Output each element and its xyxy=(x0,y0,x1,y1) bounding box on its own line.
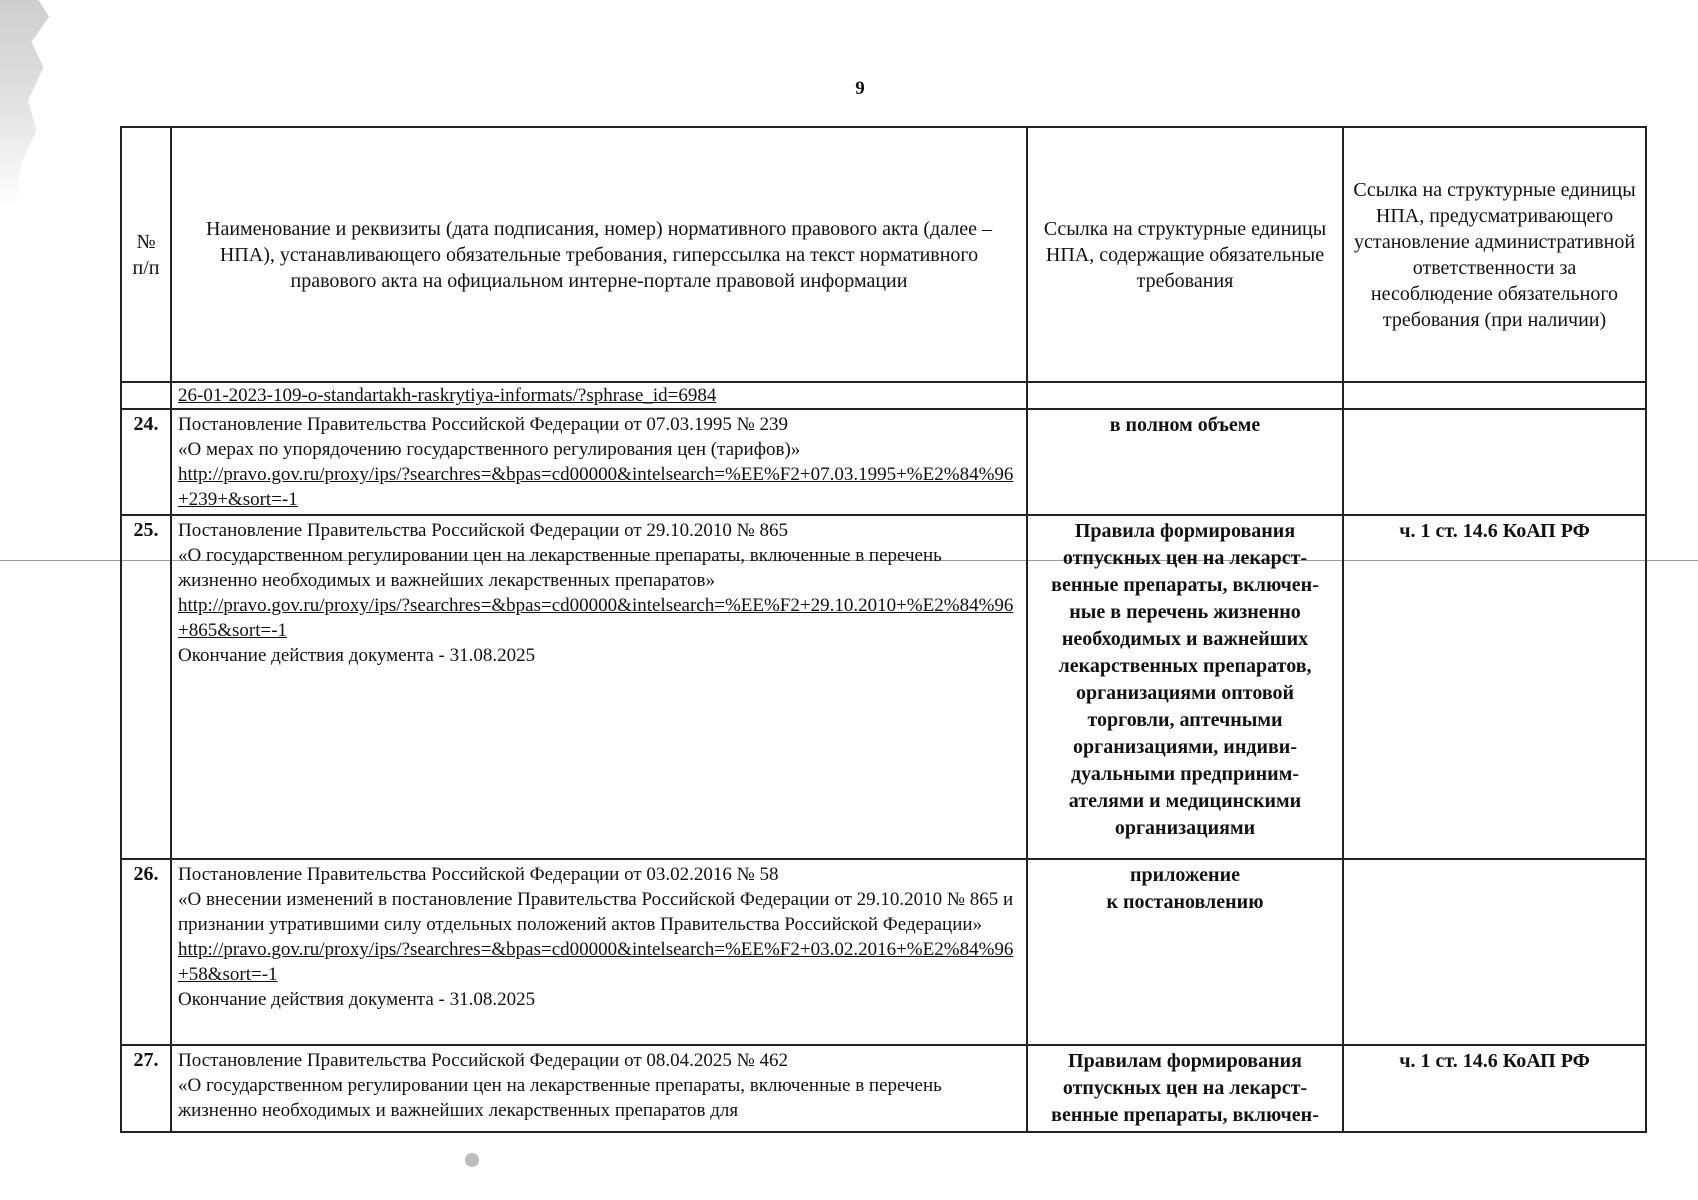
act-cell xyxy=(171,515,1027,859)
responsibility-cell xyxy=(1343,409,1646,515)
requirements-cell: Правила формирования отпускных цен на лекарст-венные препараты, включен-ные в перечень жизненно необходимых и важнейших лекарственных препаратов, организациями оптовой торговли, аптечными организациями, индиви-дуальными предприним-ателями и медицинскими организациями xyxy=(1027,515,1343,859)
table-row xyxy=(121,409,1646,515)
row-number: 27. xyxy=(121,1045,171,1132)
act-title: Постановление Правительства Российской Федерации от 03.02.2016 № 58 xyxy=(178,864,779,885)
requirements-cell: приложение к постановлению xyxy=(1027,859,1343,1045)
act-link[interactable]: http://pravo.gov.ru/proxy/ips/?searchres=&bpas=cd00000&intelsearch=%EE%F2+07.03.1995+%E2%84%96+239+&sort=-1 xyxy=(178,464,1014,510)
header-requirements: Ссылка на структурные единицы НПА, содержащие обязательные требования xyxy=(1027,127,1343,382)
act-cell xyxy=(171,1045,1027,1132)
act-note: Окончание действия документа - 31.08.2025 xyxy=(178,645,536,666)
responsibility-cell: ч. 1 ст. 14.6 КоАП РФ xyxy=(1343,1045,1646,1132)
continuation-link[interactable]: 26-01-2023-109-o-standartakh-raskrytiya-informats/?sphrase_id=6984 xyxy=(178,385,717,406)
page-number: 9 xyxy=(855,78,865,99)
npa-table xyxy=(120,126,1647,1133)
row-number: 25. xyxy=(121,515,171,859)
act-title: Постановление Правительства Российской Федерации от 29.10.2010 № 865 xyxy=(178,520,789,541)
row-number: 26. xyxy=(121,859,171,1045)
table-row xyxy=(121,515,1646,859)
act-note: Окончание действия документа - 31.08.2025 xyxy=(178,989,536,1010)
act-link[interactable]: http://pravo.gov.ru/proxy/ips/?searchres=&bpas=cd00000&intelsearch=%EE%F2+03.02.2016+%E2%84%96+58&sort=-1 xyxy=(178,939,1014,985)
act-subtitle: «О внесении изменений в постановление Правительства Российской Федерации от 29.10.2010 № 865 и признании утратившими силу отдельных положений актов Правительства Российской Федерации» xyxy=(178,889,1018,935)
header-num: № п/п xyxy=(121,127,171,382)
header-name: Наименование и реквизиты (дата подписания, номер) нормативного правового акта (далее – НПА), устанавливающего обязательные требования, гиперссылка на текст нормативного правового акта на официальном интерне-портале правовой информации xyxy=(171,127,1027,382)
table-row-continuation xyxy=(121,382,1646,409)
table-row xyxy=(121,859,1646,1045)
act-subtitle: «О мерах по упорядочению государственного регулирования цен (тарифов)» xyxy=(178,439,801,460)
scan-artifact xyxy=(0,0,70,210)
act-subtitle: «О государственном регулировании цен на лекарственные препараты, включенные в перечень жизненно необходимых и важнейших лекарственных препаратов для xyxy=(178,1075,947,1121)
act-title: Постановление Правительства Российской Федерации от 08.04.2025 № 462 xyxy=(178,1050,789,1071)
table-header-row xyxy=(121,127,1646,382)
act-link[interactable]: http://pravo.gov.ru/proxy/ips/?searchres=&bpas=cd00000&intelsearch=%EE%F2+29.10.2010+%E2%84%96+865&sort=-1 xyxy=(178,595,1014,641)
responsibility-cell xyxy=(1343,859,1646,1045)
row-number: 24. xyxy=(121,409,171,515)
act-title: Постановление Правительства Российской Федерации от 07.03.1995 № 239 xyxy=(178,414,789,435)
requirements-cell: в полном объеме xyxy=(1027,409,1343,515)
requirements-cell: Правилам формирования отпускных цен на лекарст-венные препараты, включен- xyxy=(1027,1045,1343,1132)
header-responsibility: Ссылка на структурные единицы НПА, предусматривающего установление административной ответственности за несоблюдение обязательного требования (при наличии) xyxy=(1343,127,1646,382)
act-subtitle: «О государственном регулировании цен на лекарственные препараты, включенные в перечень жизненно необходимых и важнейших лекарственных препаратов» xyxy=(178,545,947,591)
scan-dot xyxy=(465,1153,479,1167)
act-cell xyxy=(171,409,1027,515)
table-row xyxy=(121,1045,1646,1132)
act-cell xyxy=(171,859,1027,1045)
responsibility-cell: ч. 1 ст. 14.6 КоАП РФ xyxy=(1343,515,1646,859)
